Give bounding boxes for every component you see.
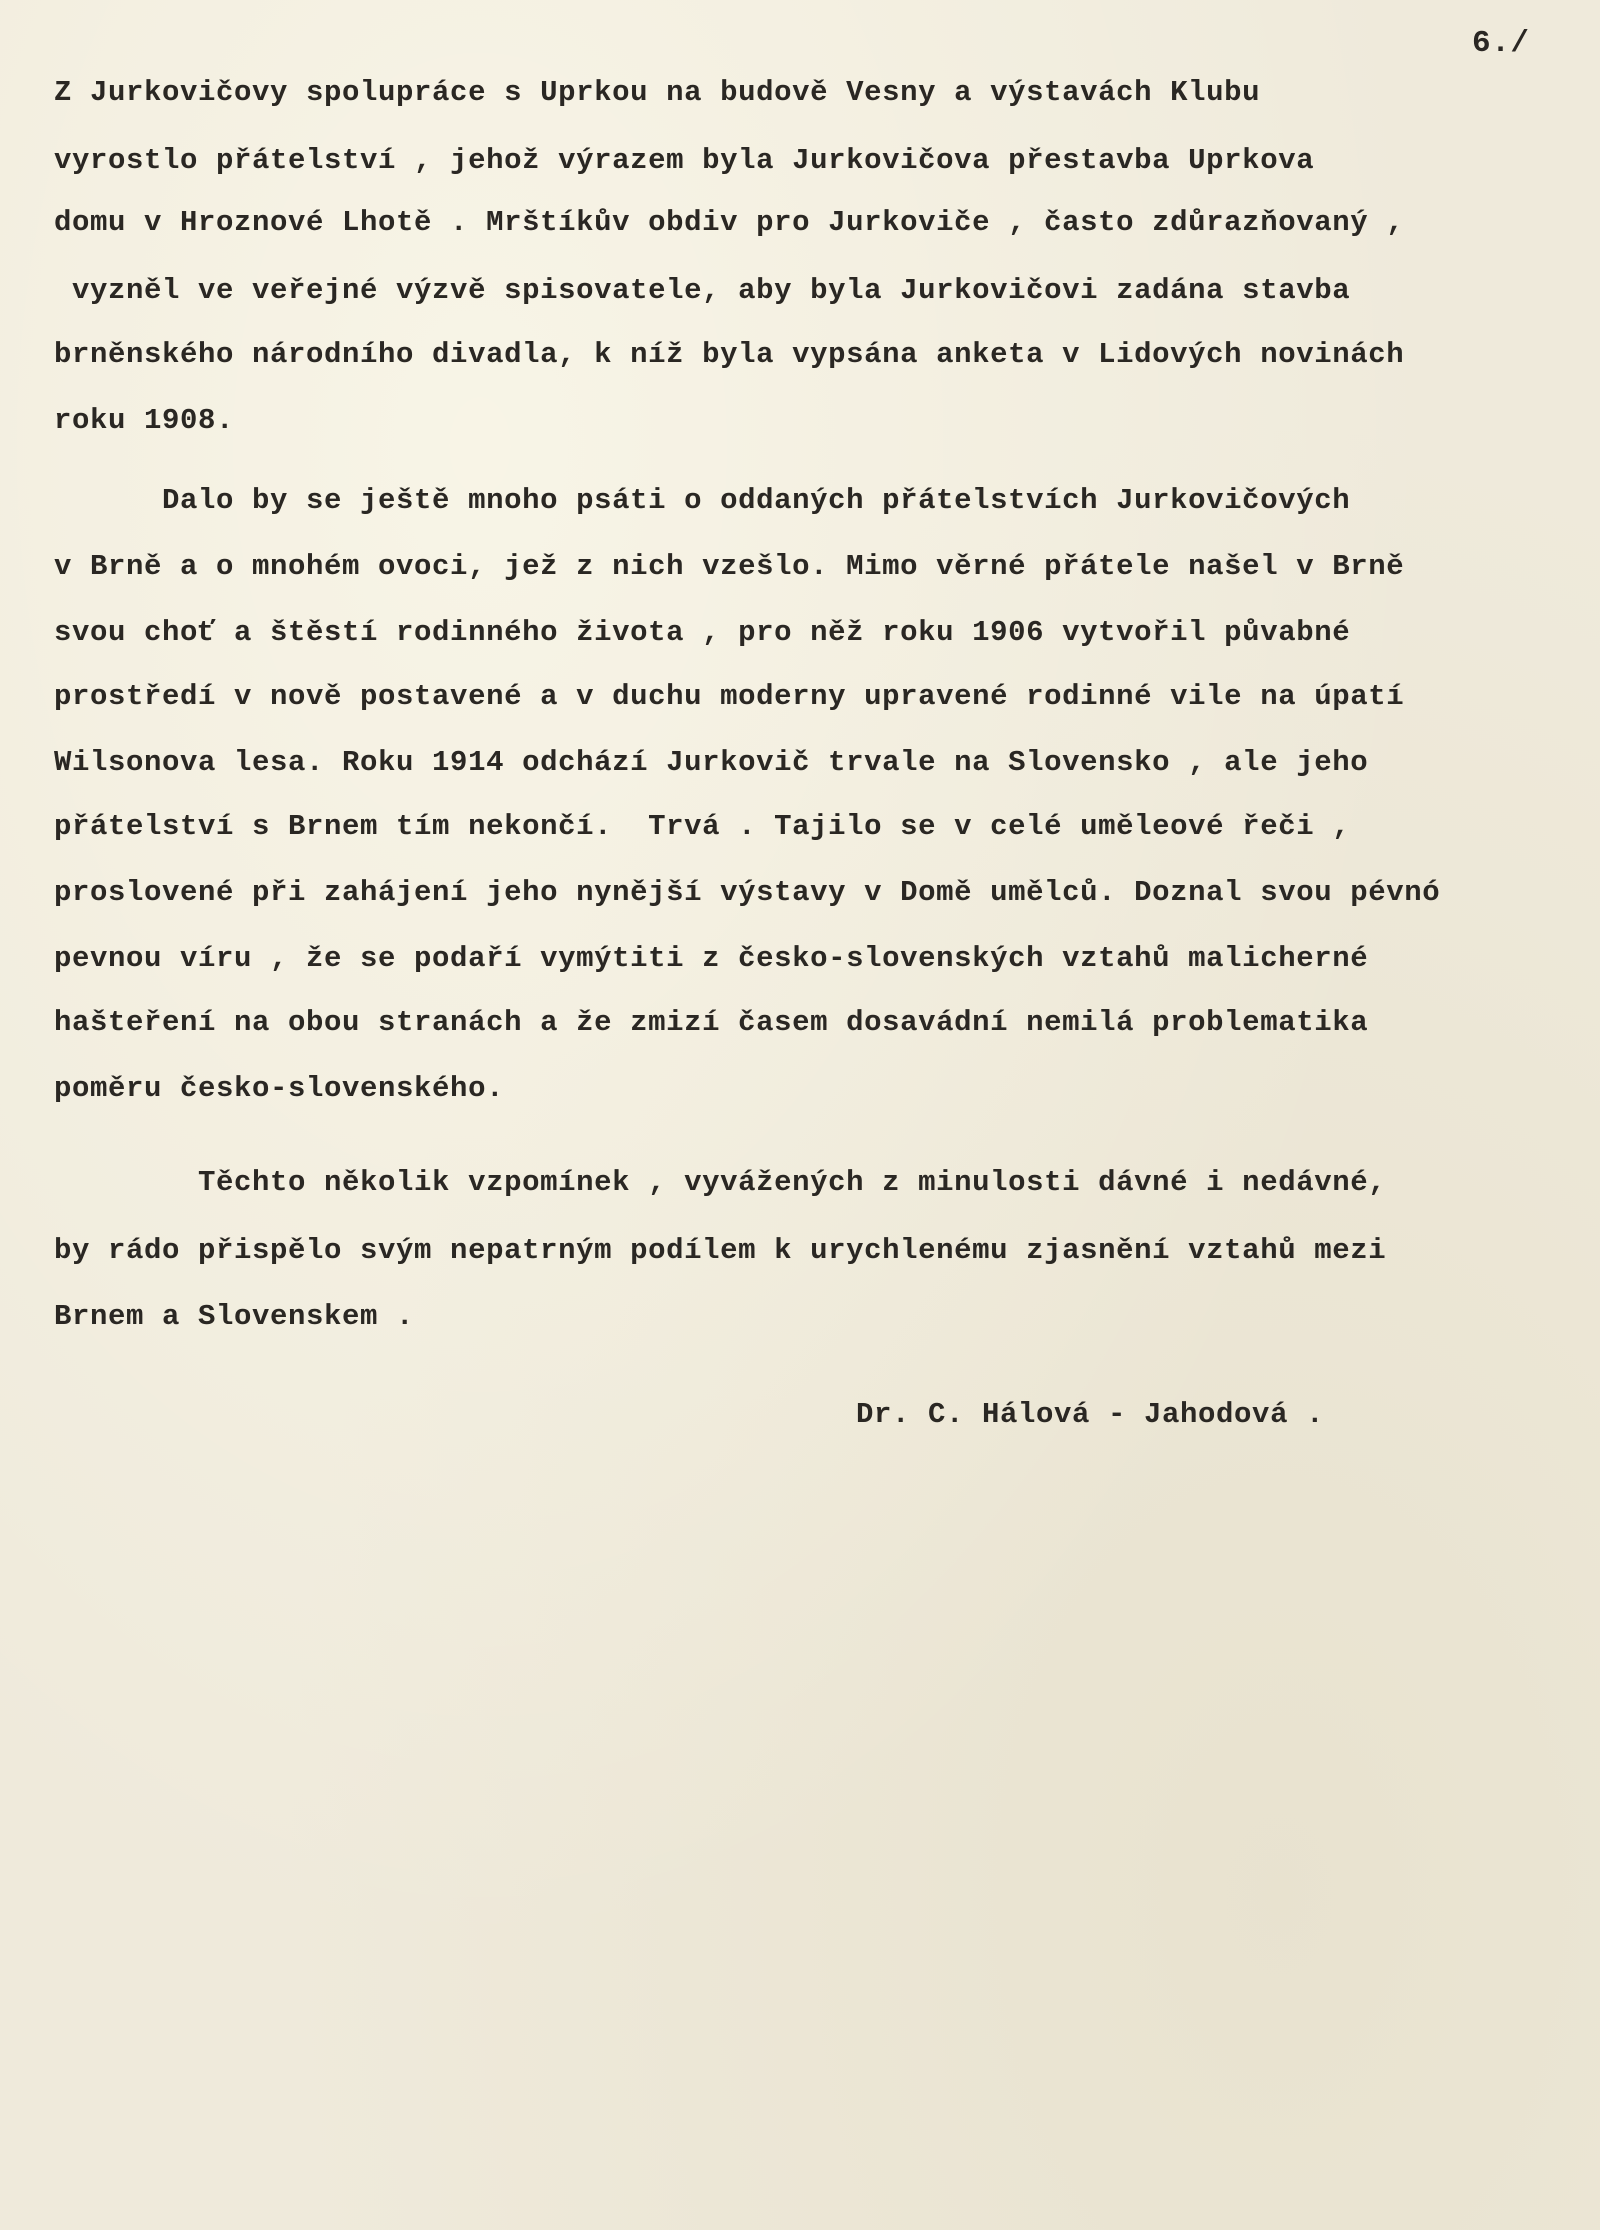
paragraph-2-line-6: přátelství s Brnem tím nekončí. Trvá . Tajilo se v celé uměleové řeči , [54, 810, 1351, 843]
paragraph-3-line-2: by rádo přispělo svým nepatrným podílem k urychlenému zjasnění vztahů mezi [54, 1234, 1387, 1267]
paragraph-1-line-6: roku 1908. [54, 404, 235, 437]
paragraph-2-line-4: prostředí v nově postavené a v duchu moderny upravené rodinné vile na úpatí [54, 680, 1405, 713]
paragraph-2-line-1: Dalo by se ještě mnoho psáti o oddaných přátelstvích Jurkovičových [54, 484, 1351, 517]
paragraph-3-line-1: Těchto několik vzpomínek , vyvážených z minulosti dávné i nedávné, [54, 1166, 1387, 1199]
paragraph-3-line-3: Brnem a Slovenskem . [54, 1300, 415, 1333]
paragraph-1-line-3: domu v Hroznové Lhotě . Mrštíkův obdiv pro Jurkoviče , často zdůrazňovaný , [54, 206, 1405, 239]
paragraph-2-line-10: poměru česko-slovenského. [54, 1072, 505, 1105]
page-number: 6./ [1472, 26, 1530, 61]
paragraph-2-line-3: svou choť a štěstí rodinného života , pro něž roku 1906 vytvořil půvabné [54, 616, 1351, 649]
paragraph-2-line-8: pevnou víru , že se podaří vymýtiti z česko-slovenských vztahů malicherné [54, 942, 1369, 975]
paragraph-2-line-5: Wilsonova lesa. Roku 1914 odchází Jurkovič trvale na Slovensko , ale jeho [54, 746, 1369, 779]
paragraph-1-line-2: vyrostlo přátelství , jehož výrazem byla Jurkovičova přestavba Uprkova [54, 144, 1315, 177]
paragraph-2-line-7: proslovené při zahájení jeho nynější výstavy v Domě umělců. Doznal svou pévnó [54, 876, 1441, 909]
paragraph-1-line-4: vyzněl ve veřejné výzvě spisovatele, aby byla Jurkovičovi zadána stavba [54, 274, 1351, 307]
paragraph-2-line-2: v Brně a o mnohém ovoci, jež z nich vzešlo. Mimo věrné přátele našel v Brně [54, 550, 1405, 583]
paragraph-1-line-5: brněnského národního divadla, k níž byla vypsána anketa v Lidových novinách [54, 338, 1405, 371]
signature: Dr. C. Hálová - Jahodová . [856, 1398, 1325, 1431]
paragraph-1-line-1: Z Jurkovičovy spolupráce s Uprkou na budově Vesny a výstavách Klubu [54, 76, 1261, 109]
paragraph-2-line-9: hašteření na obou stranách a že zmizí časem dosavádní nemilá problematika [54, 1006, 1369, 1039]
